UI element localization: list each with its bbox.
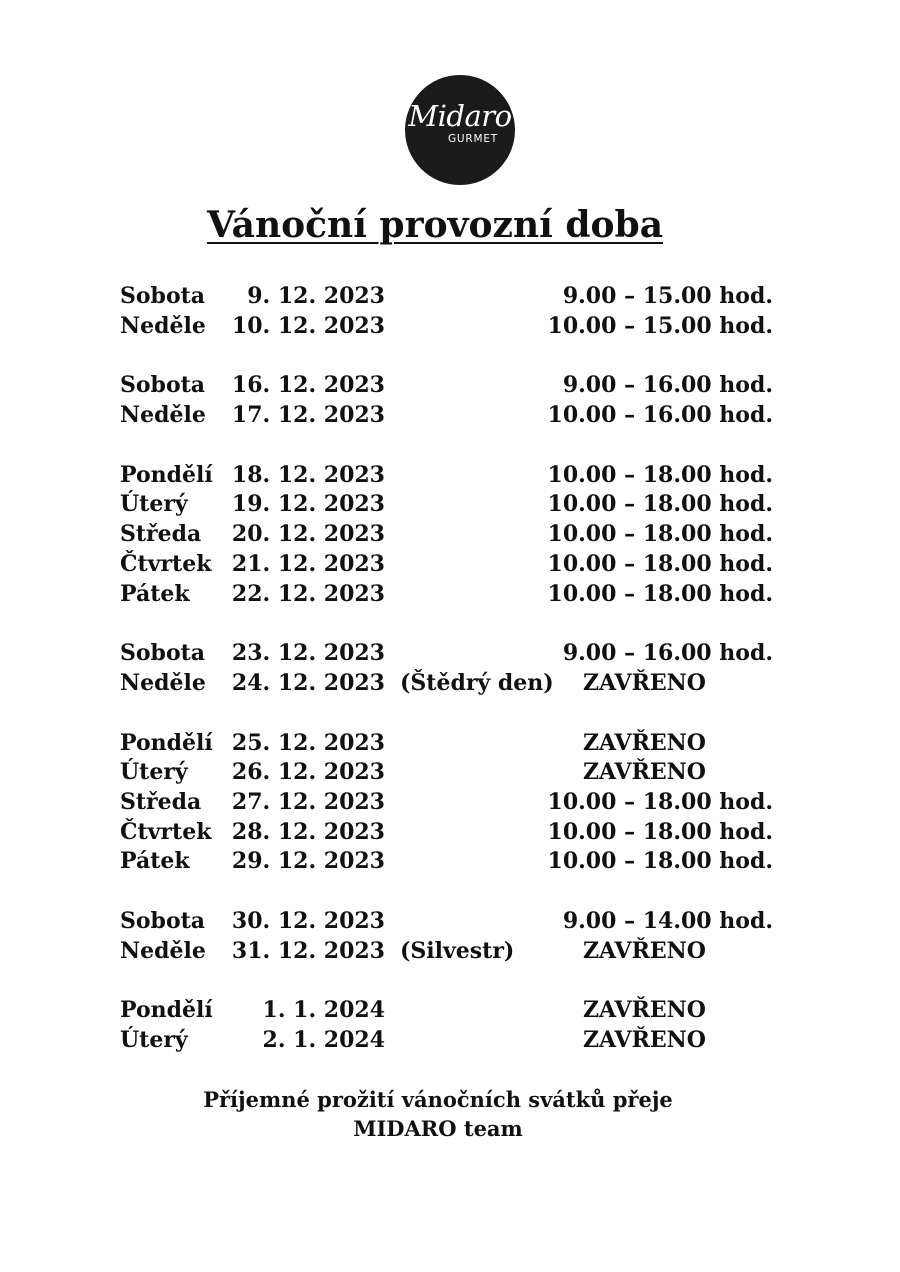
date-value: 23. 12. 2023 <box>231 640 385 667</box>
schedule-group <box>0 995 900 1054</box>
schedule-row <box>0 995 900 1025</box>
opening-hours: ZAVŘENO <box>583 669 706 696</box>
opening-hours: 9.00 – 14.00 hod. <box>562 908 773 934</box>
schedule-group <box>0 460 900 608</box>
schedule-row <box>0 638 900 668</box>
schedule-row <box>0 906 900 936</box>
holiday-note: (Silvestr) <box>400 937 515 964</box>
day-name: Pátek <box>120 580 190 607</box>
schedule-row <box>0 787 900 817</box>
footer-greeting <box>0 1085 876 1143</box>
schedule-row <box>0 579 900 609</box>
day-name: Úterý <box>120 1027 188 1054</box>
schedule-row <box>0 668 900 698</box>
day-name: Sobota <box>120 372 206 399</box>
opening-hours: 10.00 – 15.00 hod. <box>547 312 773 339</box>
opening-hours: ZAVŘENO <box>583 1027 706 1054</box>
date-value: 30. 12. 2023 <box>231 908 385 934</box>
opening-hours: 10.00 – 18.00 hod. <box>547 521 773 548</box>
schedule-group <box>0 728 900 876</box>
schedule-row <box>0 817 900 847</box>
date-value: 19. 12. 2023 <box>231 491 385 518</box>
opening-hours: 10.00 – 16.00 hod. <box>547 402 773 429</box>
date-value: 20. 12. 2023 <box>231 521 385 548</box>
schedule-row <box>0 460 900 490</box>
schedule-row <box>0 549 900 579</box>
date-value: 2. 1. 2024 <box>262 1027 385 1054</box>
date-value: 28. 12. 2023 <box>231 818 385 845</box>
day-name: Středa <box>120 521 202 548</box>
day-name: Pondělí <box>120 997 213 1024</box>
schedule-row <box>0 757 900 787</box>
day-name: Neděle <box>120 937 206 964</box>
date-value: 1. 1. 2024 <box>262 997 385 1024</box>
opening-hours: 10.00 – 18.00 hod. <box>547 491 773 518</box>
day-name: Pátek <box>120 848 190 875</box>
date-value: 10. 12. 2023 <box>231 312 385 339</box>
logo-script-text: Midaro <box>408 99 512 133</box>
opening-hours: ZAVŘENO <box>583 759 706 786</box>
footer-line-team: MIDARO team <box>353 1116 523 1141</box>
schedule-row <box>0 400 900 430</box>
day-name: Sobota <box>120 908 206 934</box>
schedule-row <box>0 489 900 519</box>
schedule-row <box>0 728 900 758</box>
date-value: 31. 12. 2023 <box>231 937 385 964</box>
date-value: 29. 12. 2023 <box>231 848 385 875</box>
day-name: Čtvrtek <box>120 818 212 845</box>
schedule-row <box>0 1025 900 1055</box>
day-name: Úterý <box>120 759 188 786</box>
page-title: Vánoční provozní doba <box>206 204 664 246</box>
opening-hours: 9.00 – 15.00 hod. <box>562 283 773 309</box>
opening-hours: ZAVŘENO <box>583 729 706 756</box>
date-value: 17. 12. 2023 <box>231 402 385 429</box>
day-name: Neděle <box>120 402 206 429</box>
midaro-logo <box>405 75 515 185</box>
date-value: 9. 12. 2023 <box>247 283 385 309</box>
opening-hours: ZAVŘENO <box>583 997 706 1024</box>
day-name: Středa <box>120 788 202 815</box>
date-value: 22. 12. 2023 <box>231 580 385 607</box>
date-value: 18. 12. 2023 <box>231 461 385 488</box>
day-name: Sobota <box>120 640 206 667</box>
date-value: 21. 12. 2023 <box>231 550 385 577</box>
date-value: 25. 12. 2023 <box>231 729 385 756</box>
schedule-row <box>0 281 900 311</box>
schedule-group <box>0 281 900 340</box>
opening-hours: 10.00 – 18.00 hod. <box>547 848 773 875</box>
day-name: Neděle <box>120 312 206 339</box>
day-name: Neděle <box>120 669 206 696</box>
opening-hours-schedule <box>0 281 900 1085</box>
opening-hours: 10.00 – 18.00 hod. <box>547 818 773 845</box>
opening-hours: 9.00 – 16.00 hod. <box>562 372 773 399</box>
footer-line-greeting: Příjemné prožití vánočních svátků přeje <box>203 1087 673 1112</box>
schedule-group <box>0 906 900 965</box>
opening-hours: 10.00 – 18.00 hod. <box>547 788 773 815</box>
schedule-row <box>0 846 900 876</box>
holiday-note: (Štědrý den) <box>400 669 554 696</box>
opening-hours: 9.00 – 16.00 hod. <box>562 640 773 667</box>
opening-hours: 10.00 – 18.00 hod. <box>547 461 773 488</box>
schedule-group <box>0 638 900 697</box>
day-name: Úterý <box>120 491 188 518</box>
day-name: Čtvrtek <box>120 550 212 577</box>
date-value: 26. 12. 2023 <box>231 759 385 786</box>
logo-subtitle: GURMET <box>447 133 499 145</box>
schedule-row <box>0 370 900 400</box>
schedule-row <box>0 311 900 341</box>
schedule-row <box>0 519 900 549</box>
opening-hours: ZAVŘENO <box>583 937 706 964</box>
day-name: Pondělí <box>120 461 213 488</box>
date-value: 24. 12. 2023 <box>231 669 385 696</box>
day-name: Sobota <box>120 283 206 309</box>
date-value: 27. 12. 2023 <box>231 788 385 815</box>
opening-hours: 10.00 – 18.00 hod. <box>547 550 773 577</box>
opening-hours: 10.00 – 18.00 hod. <box>547 580 773 607</box>
day-name: Pondělí <box>120 729 213 756</box>
date-value: 16. 12. 2023 <box>231 372 385 399</box>
schedule-row <box>0 936 900 966</box>
schedule-group <box>0 370 900 429</box>
